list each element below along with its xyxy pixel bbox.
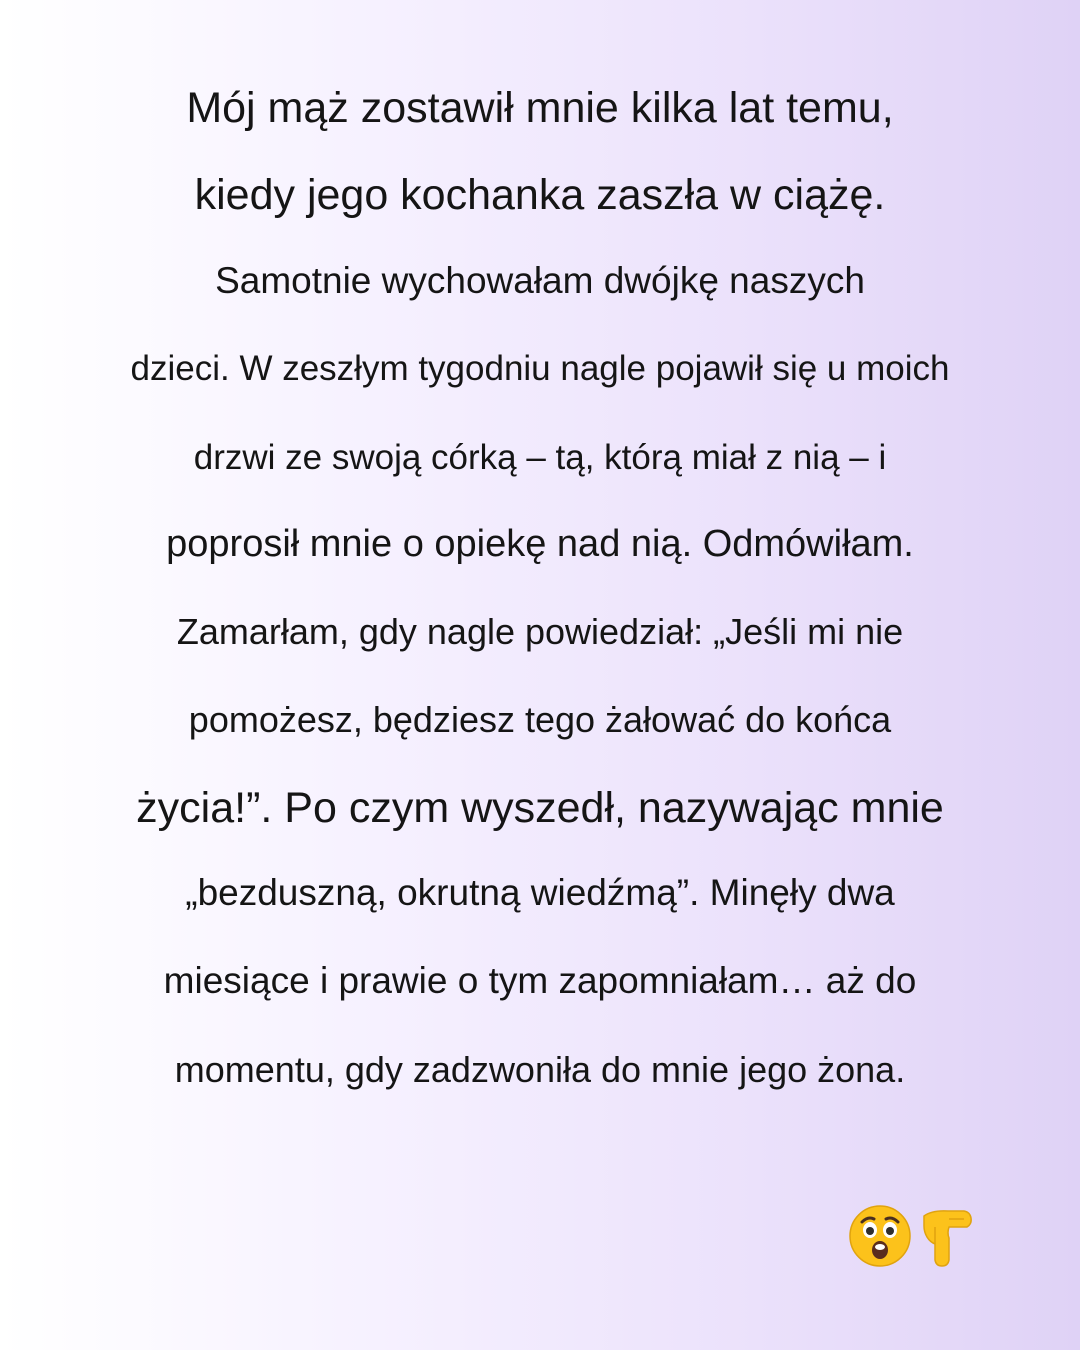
story-line-1: Mój mąż zostawił mnie kilka lat temu, xyxy=(186,84,894,132)
story-line-5: drzwi ze swoją córką – tą, którą miał z nią – i xyxy=(193,438,887,477)
story-line-2: kiedy jego kochanka zaszła w ciążę. xyxy=(194,171,886,219)
story-line-4: dzieci. W zeszłym tygodniu nagle pojawił się u moich xyxy=(130,349,950,388)
story-line-3: Samotnie wychowałam dwójkę naszych xyxy=(215,260,865,301)
story-line-8: pomożesz, będziesz tego żałować do końca xyxy=(188,699,892,740)
story-line-10: „bezduszną, okrutną wiedźmą”. Minęły dwa xyxy=(185,872,895,913)
pointing-down-hand-icon xyxy=(914,1204,978,1268)
astonished-face-icon xyxy=(848,1204,912,1268)
story-line-7: Zamarłam, gdy nagle powiedział: „Jeśli mi nie xyxy=(176,611,904,652)
story-line-9: życia!”. Po czym wyszedł, nazywając mnie xyxy=(136,784,944,832)
story-line-11: miesiące i prawie o tym zapomniałam… aż do xyxy=(163,960,917,1001)
story-line-12: momentu, gdy zadzwoniła do mnie jego żona. xyxy=(174,1049,906,1090)
emoji-group xyxy=(848,1204,978,1268)
story-line-6: poprosił mnie o opiekę nad nią. Odmówiłam. xyxy=(166,523,914,565)
